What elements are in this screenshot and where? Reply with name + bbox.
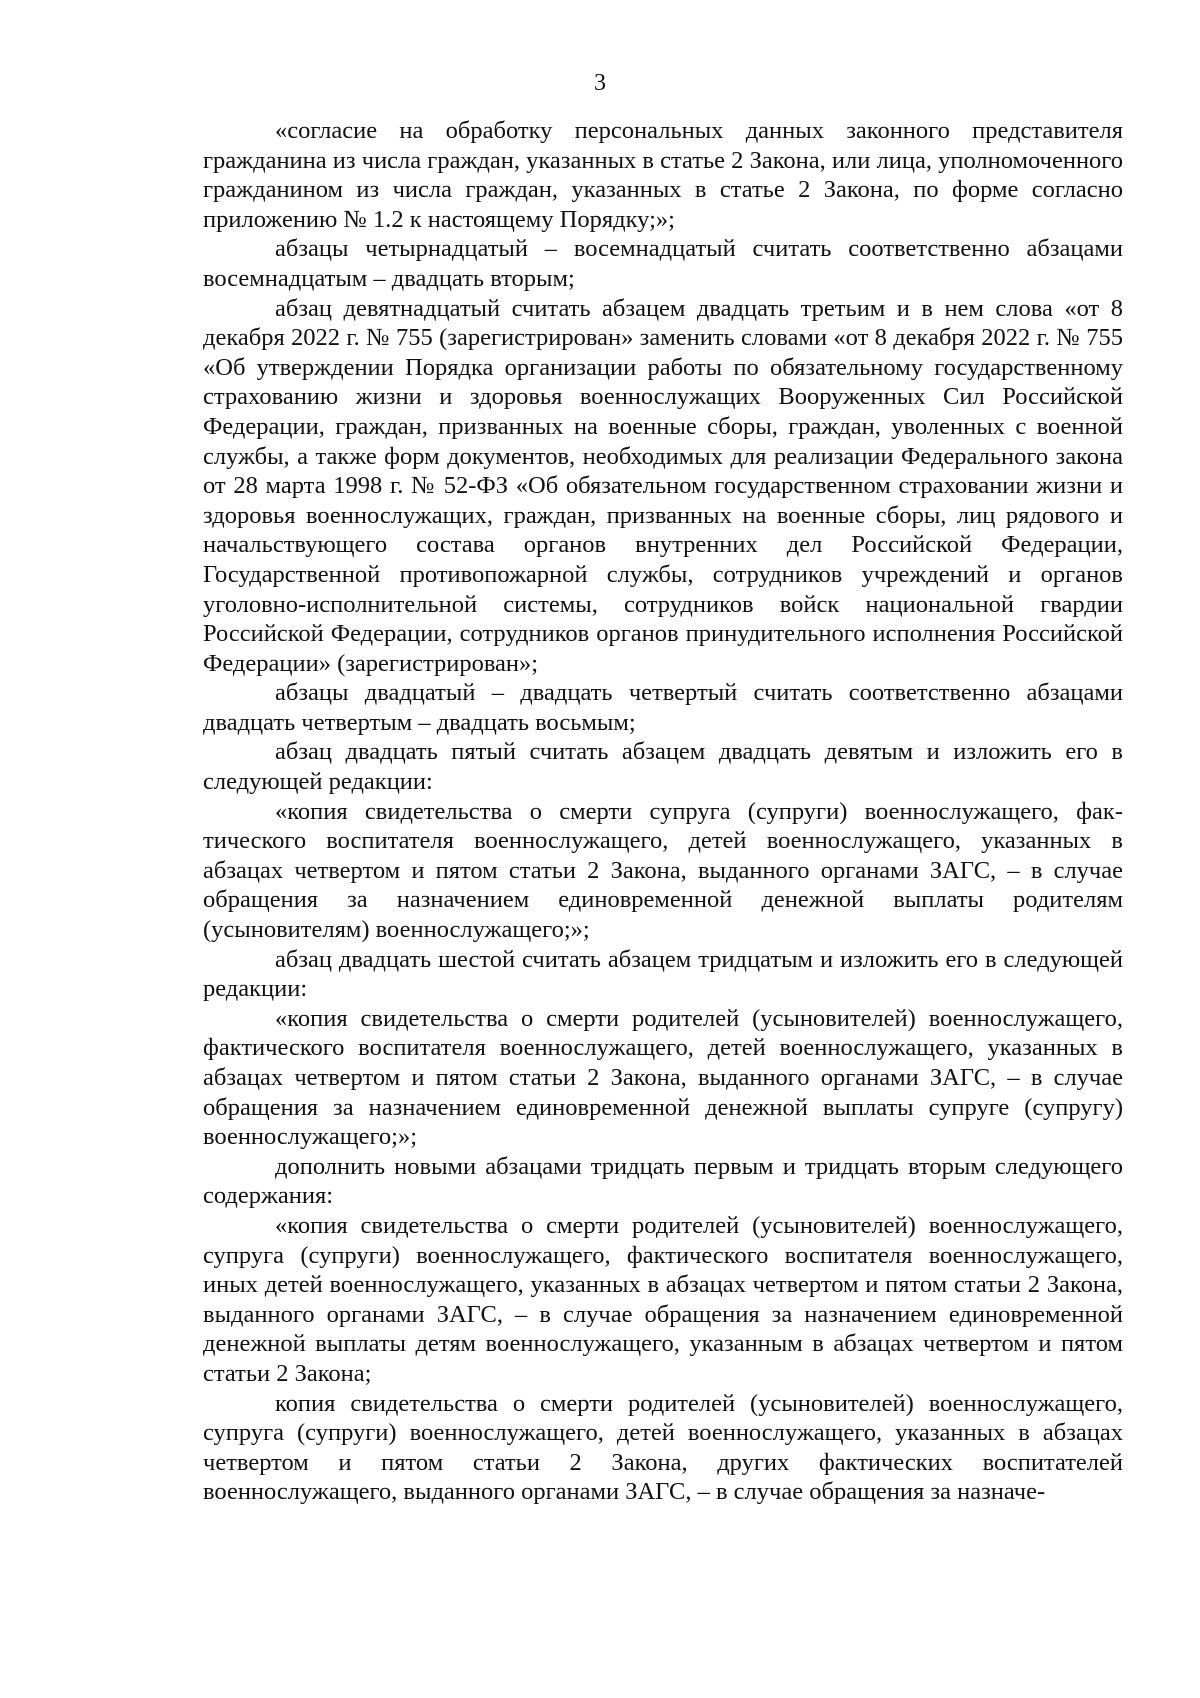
paragraph: абзац двадцать шестой считать абзацем тридцатым и изложить его в следующей редакции: [203, 945, 1123, 1003]
paragraph: дополнить новыми абзацами тридцать первым и тридцать вторым следующего содержания: [203, 1152, 1123, 1210]
paragraph: «копия свидетельства о смерти родителей (усыновителей) военнослужащего, супруга (супруги) военнослужащего, фактического воспитателя военнослужащего, иных детей военнослужащего, указанных в абзацах четвертом и пятом статьи 2 Закона, выданного органами ЗАГС, – в случае обращения за назначением единовременной денежной выплаты детям военнослужащего, указанным в абзацах четвертом и пятом статьи 2 Закона; [203, 1211, 1123, 1387]
paragraph: абзацы четырнадцатый – восемнадцатый считать соответственно абзацами восемнадцатым – двадцать вторым; [203, 235, 1123, 292]
paragraph: «копия свидетельства о смерти супруга (супруги) военнослужащего, фактического воспитателя военнослужащего, детей военнослужащего, указанных в абзацах четвертом и пятом статьи 2 Закона, выданного органами ЗАГС, – в случае обращения за назначением единовременной денежной выплаты родителям (усыновителям) военнослужащего;»; [203, 797, 1123, 944]
paragraph: абзац девятнадцатый считать абзацем двадцать третьим и в нем слова «от 8 декабря 2022 г. № 755 (зарегистрирован» заменить словами «от 8 декабря 2022 г. № 755 «Об утверждении Порядка организации работы по обязательному государственному страхованию жизни и здоровья военнослужащих Вооруженных Сил Российской Федерации, граждан, призванных на военные сборы, граждан, уволенных с военной службы, а также форм документов, необходимых для реализации Федерального закона от 28 марта 1998 г. № 52-ФЗ «Об обязательном государственном страховании жизни и здоровья военнослужащих, граждан, призванных на военные сборы, лиц рядового и начальствующего состава органов внутренних дел Российской Федерации, Государственной противопожарной службы, сотрудников учреждений и органов уголовно-исполнительной системы, сотрудников войск национальной гвардии Российской Федерации, сотрудников органов принудительного исполнения Российской Федерации» (зарегистрирован»; [203, 294, 1123, 677]
paragraph: «согласие на обработку персональных данных законного представителя гражданина из числа граждан, указанных в статье 2 Закона, или лица, уполномоченного гражданином из числа граждан, указанных в статье 2 Закона, по форме согласно приложению № 1.2 к настоящему Порядку;»; [203, 117, 1123, 233]
document-body [203, 116, 1123, 1507]
paragraph: копия свидетельства о смерти родителей (усыновителей) военнослужащего, супруга (супруги) военнослужащего, детей военнослужащего, указанных в абзацах четвертом и пятом статьи 2 Закона, других фактических воспитателей военнослужащего, выданного органами ЗАГС, – в случае обращения за назначе- [203, 1389, 1123, 1506]
paragraph: абзацы двадцатый – двадцать четвертый считать соответственно абзацами двадцать четвертым – двадцать восьмым; [203, 679, 1123, 736]
paragraph: «копия свидетельства о смерти родителей (усыновителей) военнослужащего, фактического воспитателя военнослужащего, детей военнослужащего, указанных в абзацах четвертом и пятом статьи 2 Закона, выданного органами ЗАГС, – в случае обращения за назначением единовременной денежной выплаты супруге (супругу) военнослужащего;»; [203, 1004, 1123, 1151]
paragraph: абзац двадцать пятый считать абзацем двадцать девятым и изложить его в следующей редакции: [203, 738, 1123, 796]
page-number: 3 [594, 70, 606, 96]
